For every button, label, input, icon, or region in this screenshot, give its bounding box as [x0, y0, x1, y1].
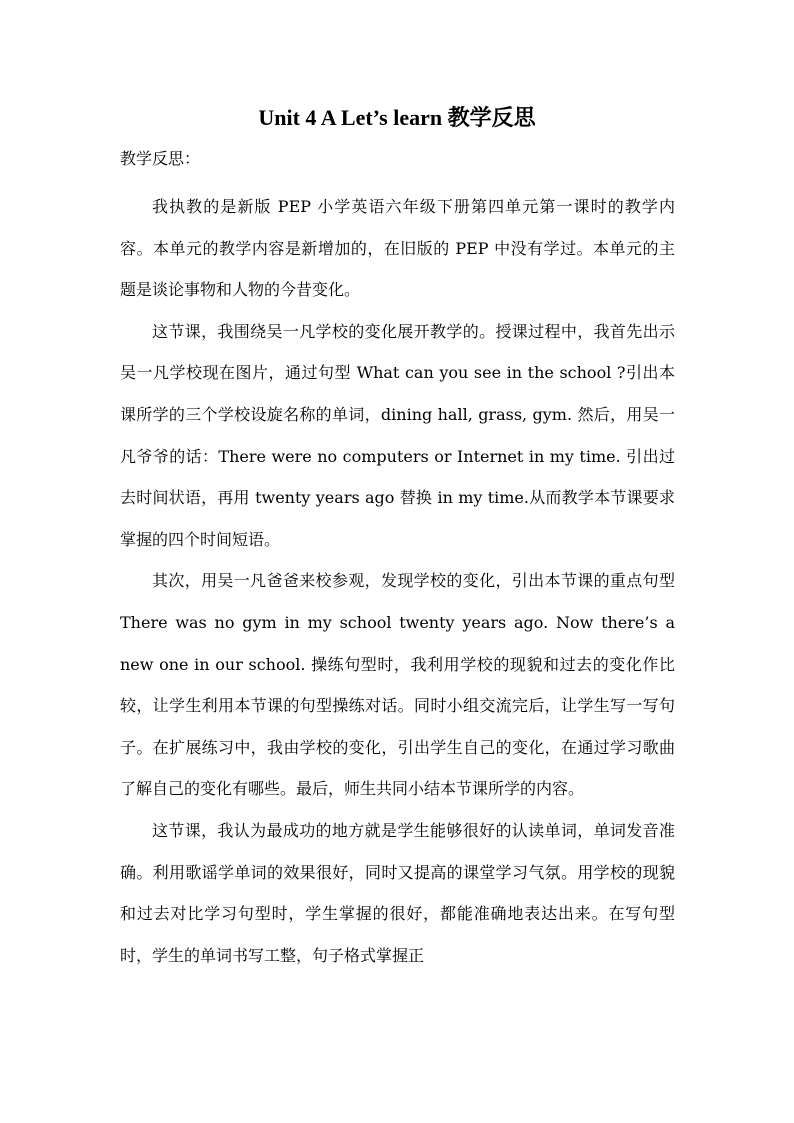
page-title: Unit 4 A Let’s learn 教学反思 [258, 105, 536, 130]
section-label: 教学反思： [120, 149, 201, 168]
paragraph-key-sentences: 其次，用吴一凡爸爸来校参观，发现学校的变化，引出本节课的重点句型 There was no gym in my school twenty years ago. Now there’s a new one in our school. 操练句型时，我利用学校的现貌和过去的变化作比较，让学生利用本节课的句型操练对话。同时小组交流完后，让学生写一写句子。在扩展练习中，我由学校的变化，引出学生自己的变化，在通过学习歌曲了解自己的变化有哪些。最后，师生共同小结本节课所学的内容。 [120, 571, 675, 799]
paragraph-reflection: 这节课，我认为最成功的地方就是学生能够很好的认读单词，单词发音准确。利用歌谣学单词的效果很好，同时又提高的课堂学习气氛。用学校的现貌和过去对比学习句型时，学生掌握的很好，都能准确地表达出来。在写句型时，学生的单词书写工整，句子格式掌握正 [120, 820, 675, 965]
paragraph-lesson-process: 这节课，我围绕吴一凡学校的变化展开教学的。授课过程中，我首先出示吴一凡学校现在图片，通过句型 What can you see in the school ?引出本课所学的三个学校设旋名称的单词，dining hall, grass, gym. 然后，用吴一凡爷爷的话：There were no computers or Internet in my time. 引出过去时间状语，再用 twenty years ago 替换 in my time.从而教学本节课要求掌握的四个时间短语。 [120, 321, 675, 549]
paragraph-intro: 我执教的是新版 PEP 小学英语六年级下册第四单元第一课时的教学内容。本单元的教学内容是新增加的，在旧版的 PEP 中没有学过。本单元的主题是谈论事物和人物的今昔变化。 [120, 197, 675, 300]
document-body [120, 186, 675, 976]
